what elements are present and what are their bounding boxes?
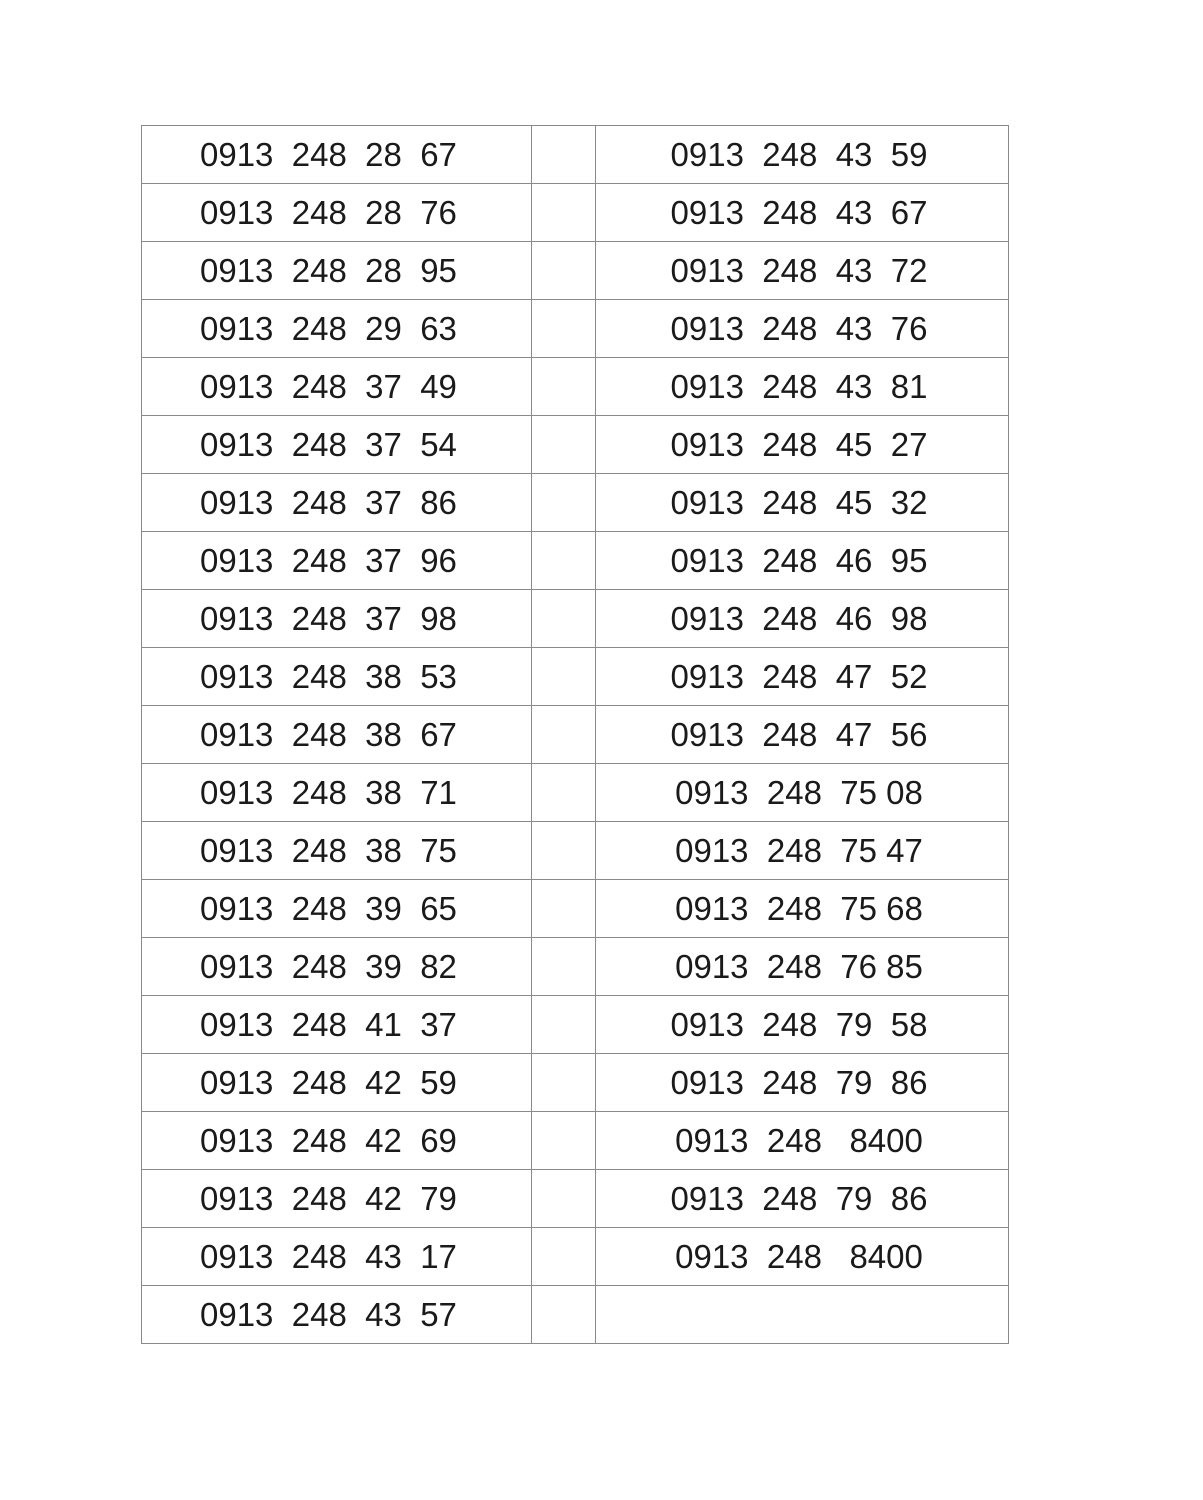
phone-number-cell-right: 0913 248 45 27	[596, 416, 1009, 474]
phone-number-cell-left: 0913 248 38 67	[142, 706, 532, 764]
phone-number-cell-left: 0913 248 41 37	[142, 996, 532, 1054]
phone-number-cell-left: 0913 248 37 86	[142, 474, 532, 532]
empty-spacer-cell	[532, 764, 596, 822]
phone-number-cell-right: 0913 248 46 98	[596, 590, 1009, 648]
phone-number-cell-left: 0913 248 28 76	[142, 184, 532, 242]
table-row	[142, 1112, 1009, 1170]
phone-number-cell-left: 0913 248 39 82	[142, 938, 532, 996]
phone-number-cell-right: 0913 248 47 52	[596, 648, 1009, 706]
table-row	[142, 706, 1009, 764]
table-row	[142, 416, 1009, 474]
phone-number-cell-right: 0913 248 46 95	[596, 532, 1009, 590]
table-row	[142, 648, 1009, 706]
empty-spacer-cell	[532, 126, 596, 184]
phone-number-cell-right: 0913 248 79 86	[596, 1170, 1009, 1228]
table-row	[142, 532, 1009, 590]
table-row	[142, 1054, 1009, 1112]
phone-number-cell-right: 0913 248 43 76	[596, 300, 1009, 358]
phone-number-cell-right: 0913 248 43 81	[596, 358, 1009, 416]
phone-number-cell-right: 0913 248 43 72	[596, 242, 1009, 300]
table-row	[142, 590, 1009, 648]
empty-spacer-cell	[532, 416, 596, 474]
phone-number-cell-right: 0913 248 75 47	[596, 822, 1009, 880]
phone-number-cell-right: 0913 248 75 08	[596, 764, 1009, 822]
empty-spacer-cell	[532, 300, 596, 358]
table-row	[142, 126, 1009, 184]
table-row	[142, 764, 1009, 822]
empty-spacer-cell	[532, 184, 596, 242]
phone-number-cell-left: 0913 248 43 17	[142, 1228, 532, 1286]
phone-number-cell-left: 0913 248 42 69	[142, 1112, 532, 1170]
empty-spacer-cell	[532, 1170, 596, 1228]
table-row	[142, 242, 1009, 300]
empty-spacer-cell	[532, 1228, 596, 1286]
empty-spacer-cell	[532, 532, 596, 590]
empty-spacer-cell	[532, 358, 596, 416]
table-row	[142, 358, 1009, 416]
phone-number-cell-left: 0913 248 43 57	[142, 1286, 532, 1344]
empty-spacer-cell	[532, 996, 596, 1054]
phone-number-table	[141, 125, 1009, 1344]
phone-number-cell-left: 0913 248 42 79	[142, 1170, 532, 1228]
phone-number-cell-left: 0913 248 38 53	[142, 648, 532, 706]
empty-spacer-cell	[532, 938, 596, 996]
phone-number-cell-left: 0913 248 28 95	[142, 242, 532, 300]
phone-number-cell-right: 0913 248 75 68	[596, 880, 1009, 938]
table-body	[142, 126, 1009, 1344]
phone-number-cell-left: 0913 248 37 54	[142, 416, 532, 474]
empty-spacer-cell	[532, 648, 596, 706]
phone-number-cell-right: 0913 248 45 32	[596, 474, 1009, 532]
phone-number-cell-right: 0913 248 47 56	[596, 706, 1009, 764]
phone-number-cell-left: 0913 248 38 71	[142, 764, 532, 822]
empty-spacer-cell	[532, 242, 596, 300]
table-row	[142, 1286, 1009, 1344]
empty-spacer-cell	[532, 1054, 596, 1112]
phone-number-cell-right: 0913 248 79 58	[596, 996, 1009, 1054]
phone-number-cell-left: 0913 248 37 98	[142, 590, 532, 648]
table-row	[142, 300, 1009, 358]
empty-spacer-cell	[532, 822, 596, 880]
phone-number-cell-right: 0913 248 8400	[596, 1112, 1009, 1170]
phone-number-cell-left: 0913 248 38 75	[142, 822, 532, 880]
phone-number-cell-right	[596, 1286, 1009, 1344]
table-row	[142, 938, 1009, 996]
table-row	[142, 184, 1009, 242]
empty-spacer-cell	[532, 706, 596, 764]
table-row	[142, 474, 1009, 532]
phone-number-cell-right: 0913 248 43 59	[596, 126, 1009, 184]
phone-number-cell-right: 0913 248 79 86	[596, 1054, 1009, 1112]
empty-spacer-cell	[532, 1286, 596, 1344]
phone-number-cell-left: 0913 248 37 96	[142, 532, 532, 590]
phone-number-cell-right: 0913 248 76 85	[596, 938, 1009, 996]
empty-spacer-cell	[532, 880, 596, 938]
phone-number-cell-left: 0913 248 28 67	[142, 126, 532, 184]
table-row	[142, 880, 1009, 938]
table-row	[142, 996, 1009, 1054]
phone-number-cell-right: 0913 248 43 67	[596, 184, 1009, 242]
phone-number-cell-left: 0913 248 29 63	[142, 300, 532, 358]
phone-number-cell-left: 0913 248 42 59	[142, 1054, 532, 1112]
phone-number-cell-left: 0913 248 37 49	[142, 358, 532, 416]
empty-spacer-cell	[532, 474, 596, 532]
table-row	[142, 822, 1009, 880]
table-row	[142, 1228, 1009, 1286]
empty-spacer-cell	[532, 590, 596, 648]
empty-spacer-cell	[532, 1112, 596, 1170]
phone-number-cell-right: 0913 248 8400	[596, 1228, 1009, 1286]
table-row	[142, 1170, 1009, 1228]
phone-number-cell-left: 0913 248 39 65	[142, 880, 532, 938]
